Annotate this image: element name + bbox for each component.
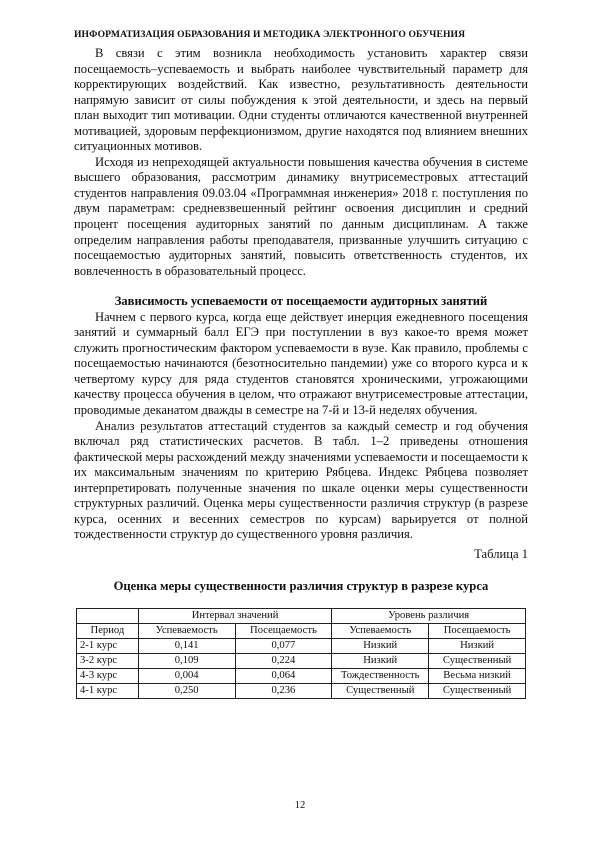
- table-cell: 0,141: [138, 638, 235, 653]
- table-cell: 0,077: [235, 638, 332, 653]
- table-cell: 0,064: [235, 668, 332, 683]
- table-label: Таблица 1: [474, 546, 528, 561]
- table-row: [77, 668, 526, 683]
- table-cell: 0,236: [235, 683, 332, 698]
- table-row: [77, 683, 526, 698]
- table-header-cell: Посещаемость: [235, 623, 332, 638]
- article-body: [74, 46, 528, 699]
- table-group-header: Интервал значений: [138, 608, 331, 623]
- table-header-row: [77, 623, 526, 638]
- table-cell: Тождественность: [332, 668, 429, 683]
- paragraph: В связи с этим возникла необходимость установить характер связи посещаемость–успеваемость и выбрать наиболее чувствительный параметр для корректирующих воздействий. Как известно, результативность деятельности напрямую зависит от силы побуждения к этой деятельности, и здесь на первый план выходит тип мотивации. Одни студенты отличаются качественной внутренней мотивацией, здоровым перфекционизмом, другие находятся под влиянием внешних ситуационных мотивов.: [74, 46, 528, 154]
- running-head: ИНФОРМАТИЗАЦИЯ ОБРАЗОВАНИЯ И МЕТОДИКА ЭЛЕКТРОННОГО ОБУЧЕНИЯ: [74, 29, 466, 40]
- table-group-header-row: [77, 608, 526, 623]
- table-cell: 0,004: [138, 668, 235, 683]
- table-row: [77, 653, 526, 668]
- table-cell: 4-1 курс: [77, 683, 139, 698]
- table-cell: Существенный: [429, 683, 526, 698]
- table-cell: 3-2 курс: [77, 653, 139, 668]
- table-cell: 0,224: [235, 653, 332, 668]
- table-cell: 0,109: [138, 653, 235, 668]
- table-header-cell: Успеваемость: [138, 623, 235, 638]
- page-number: 12: [294, 800, 306, 811]
- table-cell: Низкий: [332, 653, 429, 668]
- paragraph: Анализ результатов аттестаций студентов за каждый семестр и год обучения включал ряд статистических расчетов. В табл. 1–2 приведены отношения фактической меры расхождений между значениями успеваемости и посещаемости к их максимальным значениям по критерию Рябцева. Индекс Рябцева позволяет интерпретировать полученные значения по шкале оценки меры существенности структурных различий. Оценка меры существенности различия структур (в разрезе курса, осенних и весенних семестров по курсам) варьируется от полной тождественности структур до существенного уровня различия.: [74, 418, 528, 542]
- section-heading: Зависимость успеваемости от посещаемости аудиторных занятий: [114, 294, 488, 309]
- table-cell: Существенный: [429, 653, 526, 668]
- table-header-cell: Успеваемость: [332, 623, 429, 638]
- paragraph: Исходя из непреходящей актуальности повышения качества обучения в системе высшего образования, рассмотрим динамику внутрисеместровых аттестаций студентов направления 09.03.04 «Программная инженерия» 2018 г. поступления по двум параметрам: средневзвешенный рейтинг освоения дисциплин и средний процент посещения аудиторных занятий по данным дисциплинам. А также определим направления работы преподавателя, призванные улучшить ситуацию с посещаемостью аудиторных занятий, повысить ответственность студентов, их вовлеченность в образовательный процесс.: [74, 154, 528, 278]
- table-cell: 4-3 курс: [77, 668, 139, 683]
- table-caption: Оценка меры существенности различия структур в разрезе курса: [113, 579, 489, 594]
- table-cell: Весьма низкий: [429, 668, 526, 683]
- table-cell: Существенный: [332, 683, 429, 698]
- paragraph: Начнем с первого курса, когда еще действует инерция ежедневного посещения занятий и суммарный балл ЕГЭ при поступлении в вуз какое-то время может служить прогностическим фактором успеваемости в вузе. Как правило, проблемы с посещаемостью начинаются (безотносительно пандемии) уже со второго курса и к четвертому курсу для ряда студентов становятся хроническими, угрожающими качеству процесса обучения в целом, что отражают внутрисеместровые аттестации, проводимые деканатом дважды в семестре на 7-й и 13-й неделях обучения.: [74, 309, 528, 417]
- table-header-cell: [77, 608, 139, 623]
- table-row: [77, 638, 526, 653]
- table-cell: 2-1 курс: [77, 638, 139, 653]
- table-group-header: Уровень различия: [332, 608, 526, 623]
- table-cell: Низкий: [332, 638, 429, 653]
- table-cell: Низкий: [429, 638, 526, 653]
- table-header-cell: Посещаемость: [429, 623, 526, 638]
- table-cell: 0,250: [138, 683, 235, 698]
- results-table: [76, 608, 526, 699]
- table-header-cell: Период: [77, 623, 139, 638]
